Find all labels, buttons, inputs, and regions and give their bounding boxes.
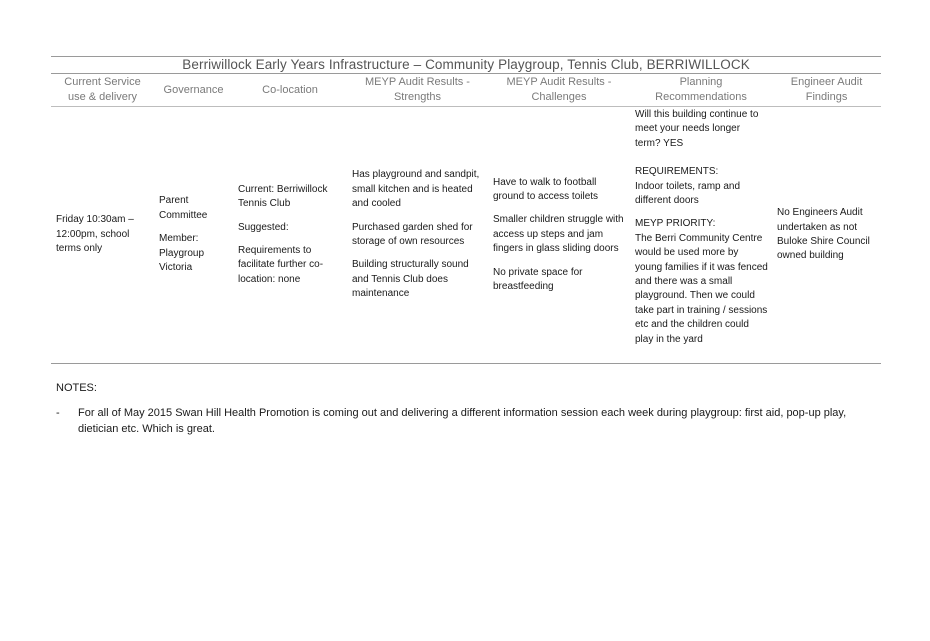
challenge-item: No private space for breastfeeding [493,266,583,293]
planning-question: Will this building continue to meet your needs longer term? YES [635,109,759,149]
planning-priority-text: The Berri Community Centre would be used more by young families if it was fenced and there was a small playground. Then we could take part in training / sessions etc and the children could play in the yard [635,232,768,345]
header-line: use & delivery [67,91,138,103]
header-challenges [488,74,630,107]
colocation-suggested: Suggested: [238,221,289,233]
table-header-row [51,74,881,107]
table-title: Berriwillock Early Years Infrastructure – Community Playgroup, Tennis Club, BERRIWILLOCK [51,57,881,74]
header-line: MEYP Audit Results - [506,76,612,88]
header-strengths [347,74,488,107]
header-line: Current Service [64,76,141,88]
header-current-service [51,74,154,107]
challenge-item: Have to walk to football ground to access toilets [493,176,599,202]
header-line: Governance [163,83,224,96]
challenge-item: Smaller children struggle with access up steps and jam fingers in glass sliding doors [493,214,624,255]
header-line: Engineer Audit [790,76,863,88]
header-line: Findings [805,91,848,103]
header-line: MEYP Audit Results - [365,76,470,88]
header-planning [630,74,772,107]
cell-strengths [347,107,488,364]
strength-item: Purchased garden shed for storage of own resources [352,221,473,247]
colocation-current: Current: Berriwillock Tennis Club [238,183,328,210]
header-line: Strengths [393,91,442,103]
notes-section [56,381,886,437]
service-text: Friday 10:30am – 12:00pm, school terms only [56,214,134,255]
header-line: Co-location [262,83,318,96]
table-title-row [51,57,881,74]
cell-co-location [233,107,347,364]
planning-requirements-label: REQUIREMENTS: [635,166,719,178]
cell-service [51,107,154,364]
header-line: Recommendations [655,91,747,103]
header-co-location [233,74,347,107]
planning-priority-label: MEYP PRIORITY: [635,218,716,230]
note-text: For all of May 2015 Swan Hill Health Promotion is coming out and delivering a different information session each week during playgroup: first aid, pop-up play, dietician etc. Which is great. [78,407,847,435]
dash-bullet-icon: - [56,407,60,419]
engineer-text: No Engineers Audit undertaken as not Buloke Shire Council owned building [777,207,870,262]
list-item [56,405,878,437]
governance-member: Member: Playgroup Victoria [159,233,205,274]
cell-governance [154,107,233,364]
governance-committee: Parent Committee [159,195,208,221]
header-line: Challenges [531,91,587,103]
header-engineer [772,74,881,107]
header-governance [154,74,233,107]
strength-item: Building structurally sound and Tennis Club does maintenance [352,259,469,300]
cell-engineer [772,107,881,364]
table-row [51,107,881,364]
cell-challenges [488,107,630,364]
colocation-requirements: Requirements to facilitate further co-location: none [238,245,324,285]
cell-planning [630,107,772,364]
notes-title: NOTES: [56,382,97,394]
infrastructure-audit-table [51,56,881,364]
header-line: Planning [679,76,723,88]
planning-requirements-text: Indoor toilets, ramp and different doors [635,180,741,207]
strength-item: Has playground and sandpit, small kitchen and is heated and cooled [352,169,480,210]
